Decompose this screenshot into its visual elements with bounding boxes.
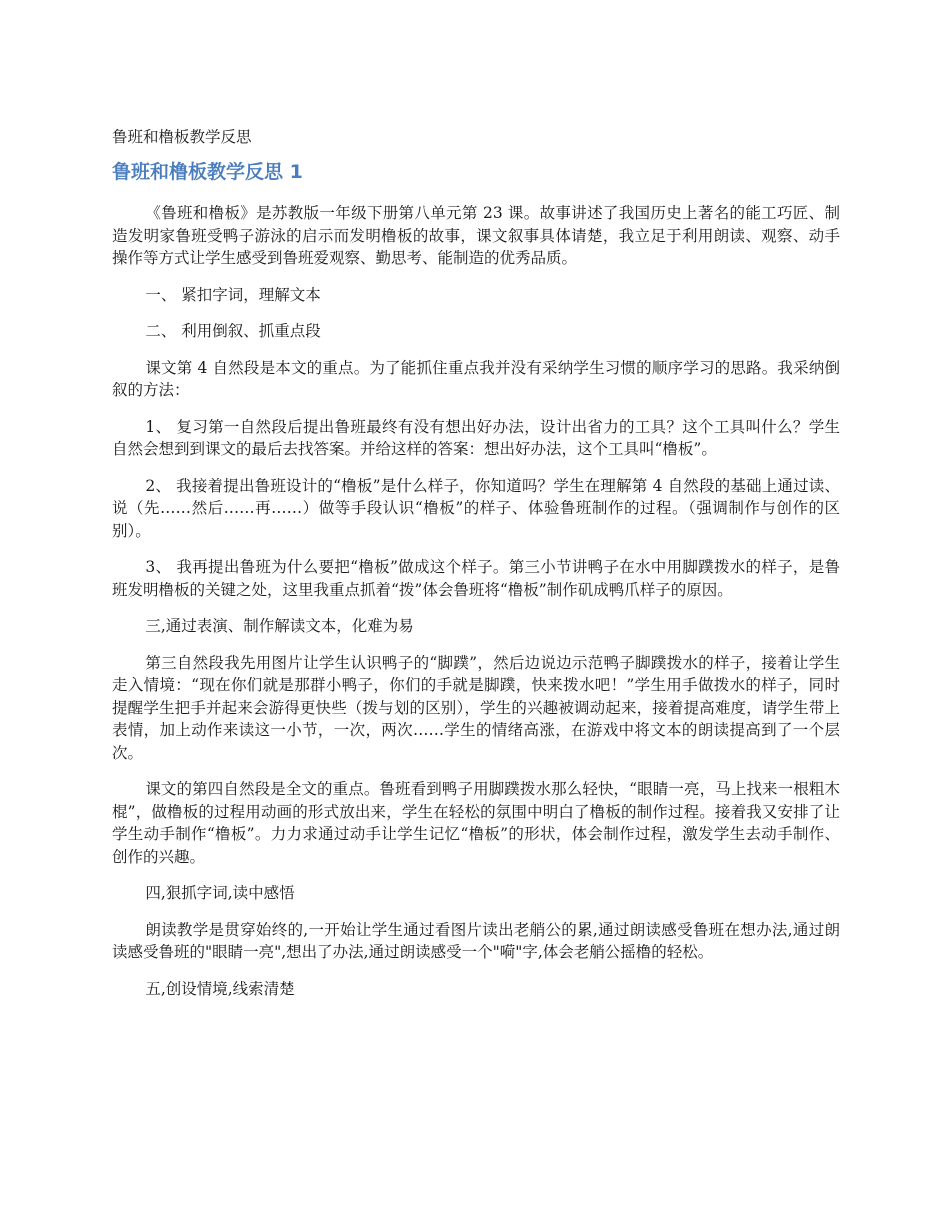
paragraph-point-4: 四,狠抓字词,读中感悟 <box>145 884 295 902</box>
paragraph-step-2: 2、 我接着提出鲁班设计的“橹板”是什么样子，你知道吗？学生在理解第 4 自然段的基础上通过读、说（先……然后……再……）做等手段认识“橹板”的样子、体验鲁班制作的过程。（强调制作与创作的区别）。 <box>112 476 840 540</box>
paragraph-point-3: 三,通过表演、制作解读文本，化难为易 <box>145 617 414 635</box>
document-page <box>112 124 840 1014</box>
document-title: 鲁班和橹板教学反思 <box>112 128 252 146</box>
paragraph-intro: 《鲁班和橹板》是苏教版一年级下册第八单元第 23 课。故事讲述了我国历史上著名的能工巧匠、制造发明家鲁班受鸭子游泳的启示而发明橹板的故事，课文叙事具体请楚，我立足于利用朗读、观察、动手操作等方式让学生感受到鲁班爱观察、勤思考、能制造的优秀品质。 <box>112 204 840 267</box>
paragraph-body: 课文第 4 自然段是本文的重点。为了能抓住重点我并没有采纳学生习惯的顺序学习的思路。我采纳倒叙的方法： <box>112 358 840 399</box>
paragraph-body: 课文的第四自然段是全文的重点。鲁班看到鸭子用脚蹼拨水那么轻快，“眼睛一亮，马上找来一根粗木棍”，做橹板的过程用动画的形式放出来，学生在轻松的氛围中明白了橹板的制作过程。接着我又安排了让学生动手制作“橹板”。力力求通过动手让学生记忆“橹板”的形状，体会制作过程，激发学生去动手制作、创作的兴趣。 <box>112 780 840 866</box>
paragraph-body: 第三自然段我先用图片让学生认识鸭子的“脚蹼”，然后边说边示范鸭子脚蹼拨水的样子，接着让学生走入情境：“现在你们就是那群小鸭子，你们的手就是脚蹼，快来拨水吧！”学生用手做拨水的样子，同时提醒学生把手并起来会游得更快些（拨与划的区别），学生的兴趣被调动起来，接着提高难度，请学生带上表情，加上动作来读这一小节，一次，两次……学生的情绪高涨，在游戏中将文本的朗读提高到了一个层次。 <box>112 653 840 762</box>
paragraph-body: 朗读教学是贯穿始终的,一开始让学生通过看图片读出老艄公的累,通过朗读感受鲁班在想办法,通过朗读感受鲁班的"眼睛一亮",想出了办法,通过朗读感受一个"嗬"字,体会老艄公摇橹的轻松。 <box>112 920 840 961</box>
paragraph-point-5: 五,创设情境,线索清楚 <box>145 979 295 998</box>
paragraph-point-1: 一、 紧扣字词，理解文本 <box>145 285 321 304</box>
paragraph-step-3: 3、 我再提出鲁班为什么要把“橹板”做成这个样子。第三小节讲鸭子在水中用脚蹼拨水的样子，是鲁班发明橹板的关键之处，这里我重点抓着“拨”体会鲁班将“橹板”制作矶成鸭爪样子的原因。 <box>112 558 840 599</box>
paragraph-point-2: 二、 利用倒叙、抓重点段 <box>145 322 321 340</box>
paragraph-step-1: 1、 复习第一自然段后提出鲁班最终有没有想出好办法，设计出省力的工具？这个工具叫什么？学生自然会想到到课文的最后去找答案。并给这样的答案：想出好办法，这个工具叫“橹板”。 <box>112 417 840 458</box>
section-heading: 鲁班和橹板教学反思 1 <box>112 161 303 183</box>
